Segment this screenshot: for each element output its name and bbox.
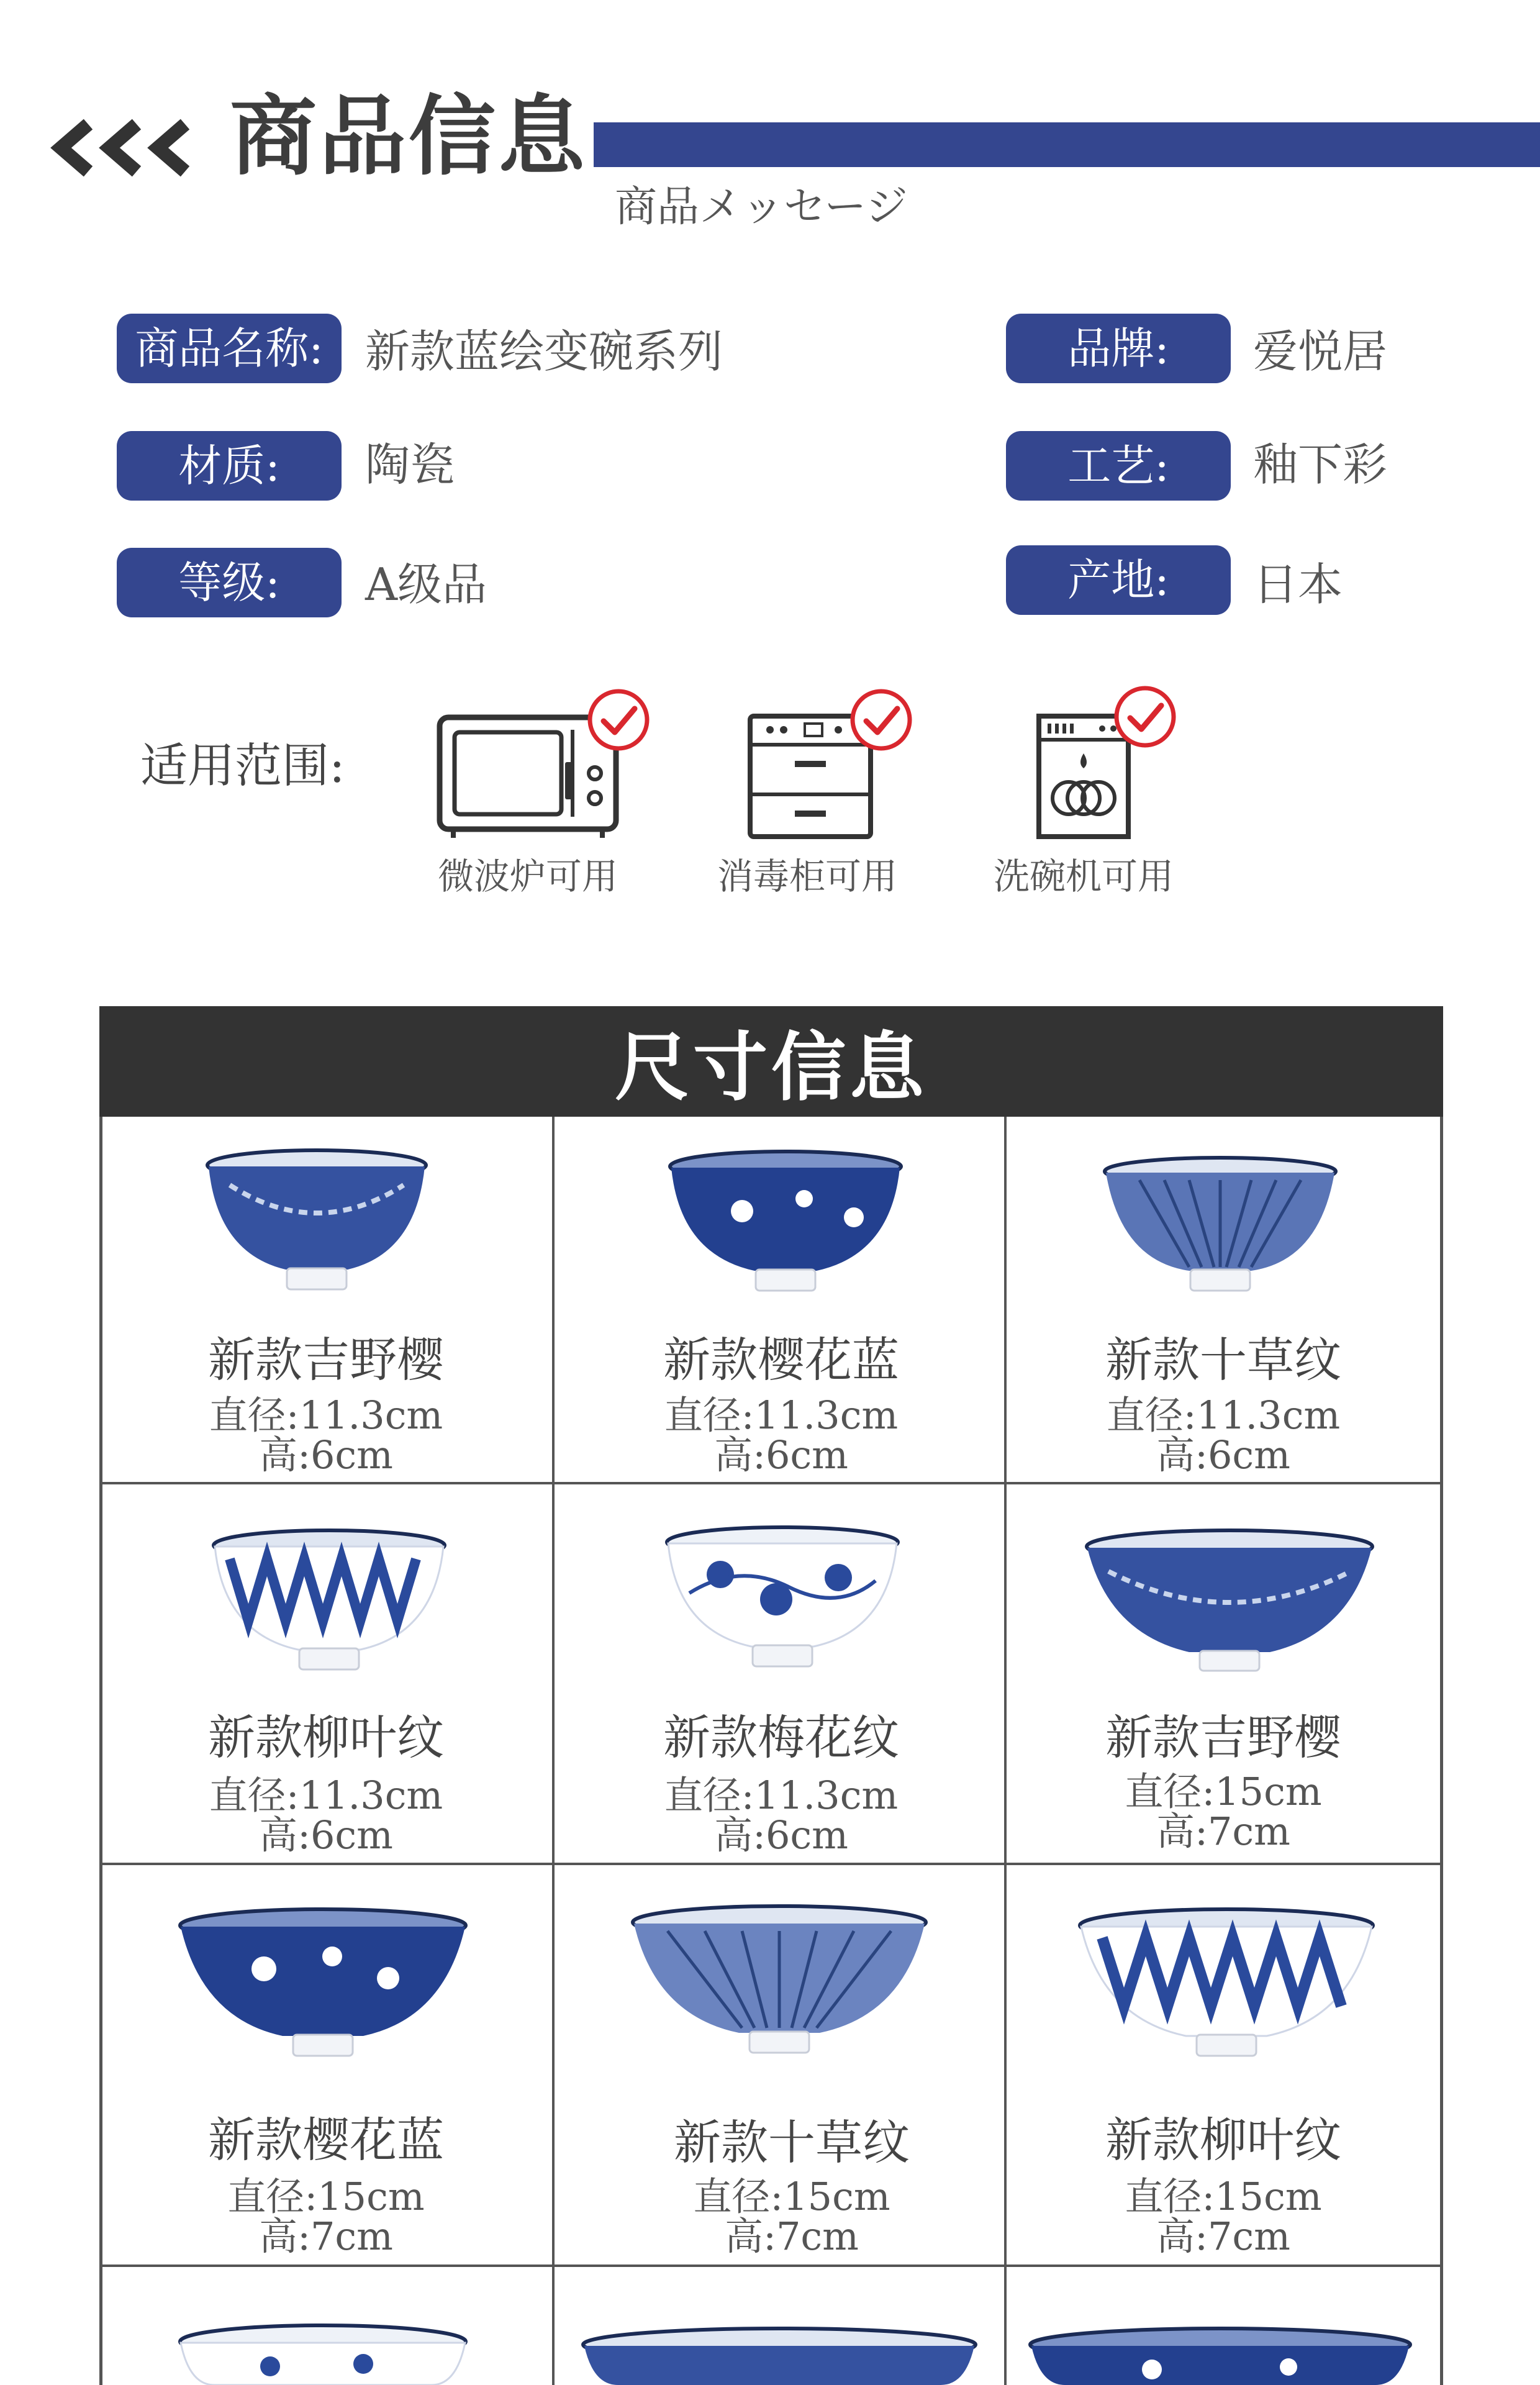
table-border-right (1440, 1117, 1443, 2385)
bowl-height: 高:6cm (1156, 1432, 1290, 1478)
bowl-height: 高:7cm (1156, 2214, 1290, 2259)
bowl-diameter: 直径:11.3cm (664, 1392, 899, 1438)
bowl-height: 高:6cm (714, 1812, 848, 1858)
bowl-diameter: 直径:15cm (227, 2174, 425, 2219)
origin-label-pill: 产地: (1006, 545, 1231, 615)
bowl-name: 新款柳叶纹 (1105, 2112, 1341, 2168)
usage-caption-sterilizer: 消毒柜可用 (717, 855, 898, 897)
bowl-image (177, 1907, 469, 2062)
bowl-image (668, 1149, 904, 1298)
name-value: 新款蓝绘变碗系列 (365, 325, 723, 378)
bowl-image (205, 1148, 428, 1297)
usage-label: 适用范围: (140, 738, 345, 793)
bowl-name: 新款吉野樱 (1105, 1710, 1341, 1765)
bowl-name: 新款梅花纹 (663, 1710, 899, 1765)
bowl-diameter: 直径:11.3cm (209, 1773, 443, 1818)
bowl-diameter: 直径:11.3cm (1106, 1392, 1341, 1438)
bowl-name: 新款樱花蓝 (663, 1332, 899, 1388)
bowl-image (177, 2323, 469, 2385)
table-border-left (99, 1117, 102, 2385)
bowl-diameter: 直径:11.3cm (209, 1392, 443, 1438)
bowl-name: 新款樱花蓝 (208, 2112, 444, 2168)
title-accent-bar (594, 122, 1540, 167)
bowl-diameter: 直径:15cm (693, 2174, 890, 2219)
material-label-pill: 材质: (117, 431, 342, 501)
bowl-height: 高:6cm (714, 1432, 848, 1478)
bowl-image (211, 1528, 447, 1677)
craft-value: 釉下彩 (1253, 438, 1388, 491)
bowl-name: 新款柳叶纹 (208, 1710, 444, 1765)
bowl-image (1084, 1528, 1375, 1677)
grade-label-pill: 等级: (117, 548, 342, 617)
table-divider (99, 1482, 1443, 1484)
bowl-name: 新款吉野樱 (208, 1332, 444, 1388)
page-subtitle: 商品メッセージ (615, 183, 908, 232)
check-circle-icon (1112, 683, 1179, 750)
bowl-diameter: 直径:11.3cm (664, 1773, 899, 1818)
grade-value: A级品 (365, 558, 487, 611)
bowl-height: 高:6cm (259, 1432, 393, 1478)
bowl-image (581, 2326, 978, 2385)
origin-value: 日本 (1253, 558, 1343, 611)
bowl-height: 高:6cm (259, 1812, 393, 1858)
craft-label-pill: 工艺: (1006, 431, 1231, 501)
usage-caption-microwave: 微波炉可用 (438, 855, 618, 897)
material-value: 陶瓷 (365, 438, 455, 491)
brand-label-pill: 品牌: (1006, 314, 1231, 383)
bowl-height: 高:7cm (1156, 1809, 1290, 1854)
size-table-title: 尺寸信息 (99, 1006, 1443, 1117)
bowl-image (1028, 2326, 1413, 2385)
triple-chevron-left-icon (50, 111, 205, 185)
page-title: 商品信息 (230, 86, 588, 188)
name-label-pill: 商品名称: (117, 314, 342, 383)
table-divider (552, 1117, 555, 2385)
bowl-image (630, 1904, 928, 2059)
bowl-name: 新款十草纹 (1105, 1332, 1341, 1388)
table-divider (1004, 1117, 1007, 2385)
check-circle-icon (585, 686, 652, 753)
bowl-image (1077, 1907, 1375, 2062)
bowl-diameter: 直径:15cm (1125, 2174, 1322, 2219)
bowl-diameter: 直径:15cm (1125, 1769, 1322, 1814)
bowl-image (664, 1525, 900, 1674)
table-divider (99, 1863, 1443, 1865)
brand-value: 爱悦居 (1253, 325, 1388, 378)
bowl-height: 高:7cm (725, 2214, 859, 2259)
bowl-height: 高:7cm (259, 2214, 393, 2259)
bowl-name: 新款十草纹 (674, 2115, 910, 2170)
usage-caption-dishwasher: 洗碗机可用 (994, 855, 1174, 897)
check-circle-icon (848, 686, 915, 753)
bowl-image (1102, 1155, 1338, 1298)
table-divider (99, 2265, 1443, 2267)
